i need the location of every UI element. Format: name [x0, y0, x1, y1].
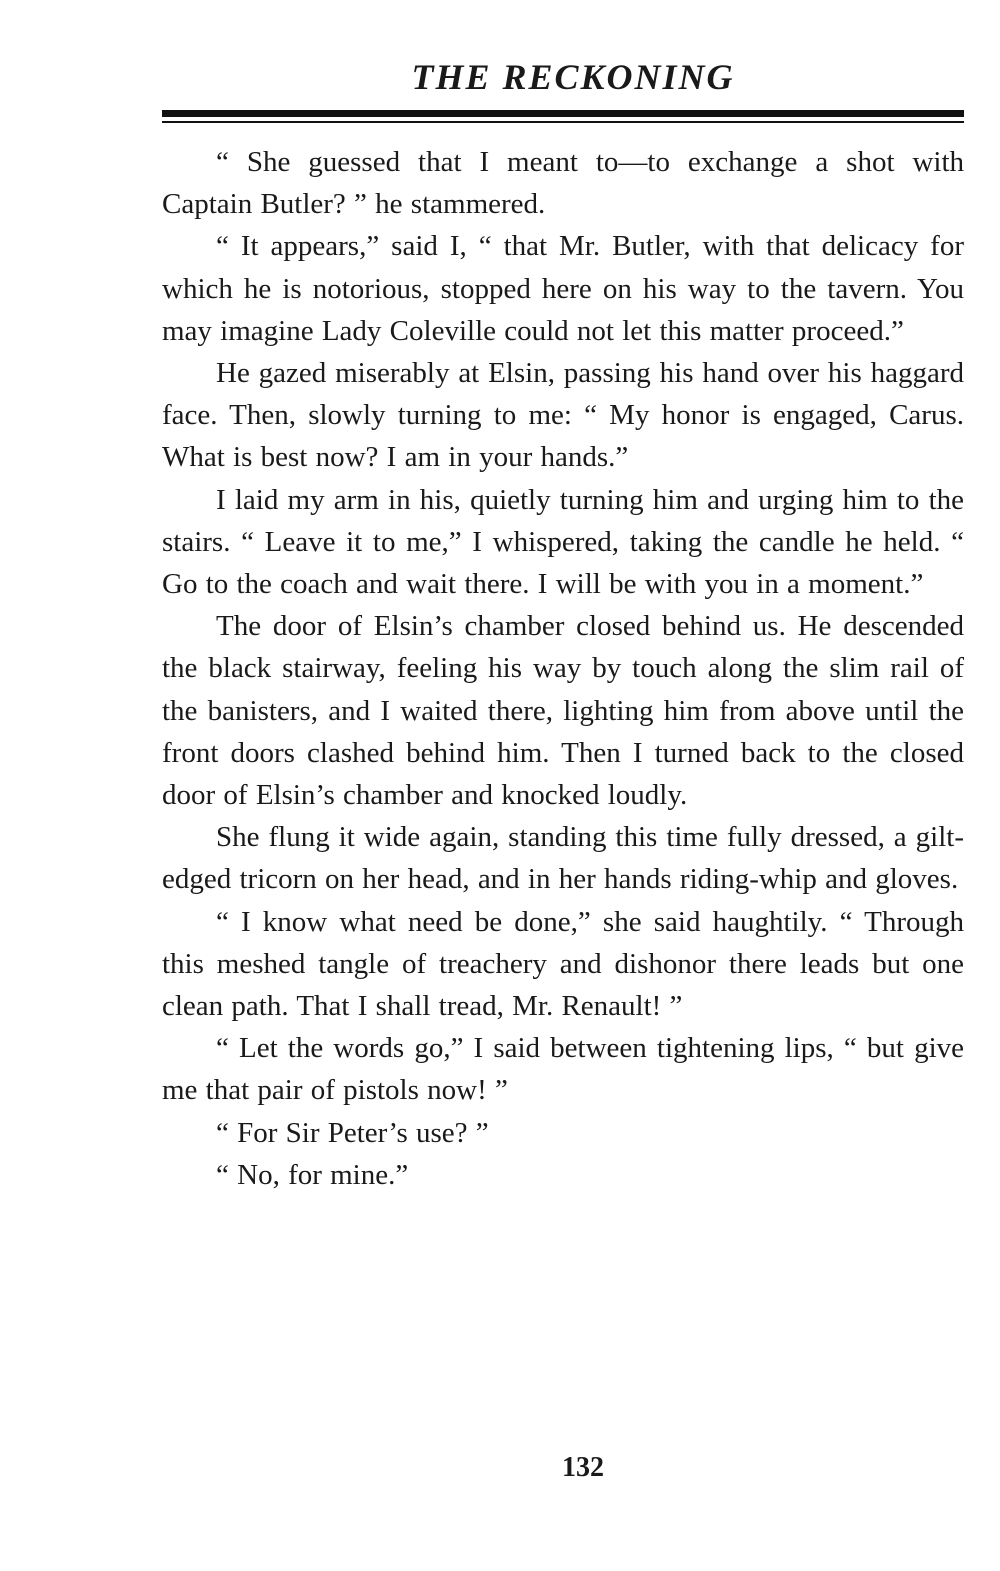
book-page [162, 52, 964, 1483]
paragraph: “ It appears,” said I, “ that Mr. Butler, with that delicacy for which he is notorious, stopped here on his way to the tavern. You may imagine Lady Coleville could not let this matter proceed.” [162, 230, 964, 347]
paragraph: She flung it wide again, standing this time fully dressed, a gilt-edged tricorn on her head, and in her hands riding-whip and gloves. [162, 821, 964, 896]
header-rule-thick [162, 110, 964, 117]
paragraph: “ I know what need be done,” she said haughtily. “ Through this meshed tangle of treachery and dishonor there leads but one clean path. That I shall tread, Mr. Renault! ” [162, 905, 964, 1023]
paragraph: “ No, for mine.” [216, 1158, 409, 1191]
body-text [162, 141, 964, 1196]
running-title: THE RECKONING [411, 57, 735, 97]
paragraph: The door of Elsin’s chamber closed behind us. He descended the black stairway, feeling his way by touch along the slim rail of the banisters, and I waited there, lighting him from above until the front doors clashed behind him. Then I turned back to the closed door of Elsin’s chamber and knocked loudly. [162, 610, 964, 812]
page-number: 132 [562, 1452, 604, 1483]
paragraph: He gazed miserably at Elsin, passing his hand over his haggard face. Then, slowly turning to me: “ My honor is engaged, Carus. What is best now? I am in your hands.” [162, 357, 964, 474]
paragraph: “ She guessed that I meant to—to exchange a shot with Captain Butler? ” he stammered. [162, 146, 964, 221]
header-rule-thin [162, 121, 964, 123]
paragraph: “ For Sir Peter’s use? ” [216, 1116, 489, 1149]
paragraph: “ Let the words go,” I said between tightening lips, “ but give me that pair of pistols now! ” [162, 1032, 964, 1107]
paragraph: I laid my arm in his, quietly turning him and urging him to the stairs. “ Leave it to me,” I whispered, taking the candle he held. “ Go to the coach and wait there. I will be with you in a moment.” [162, 483, 964, 601]
